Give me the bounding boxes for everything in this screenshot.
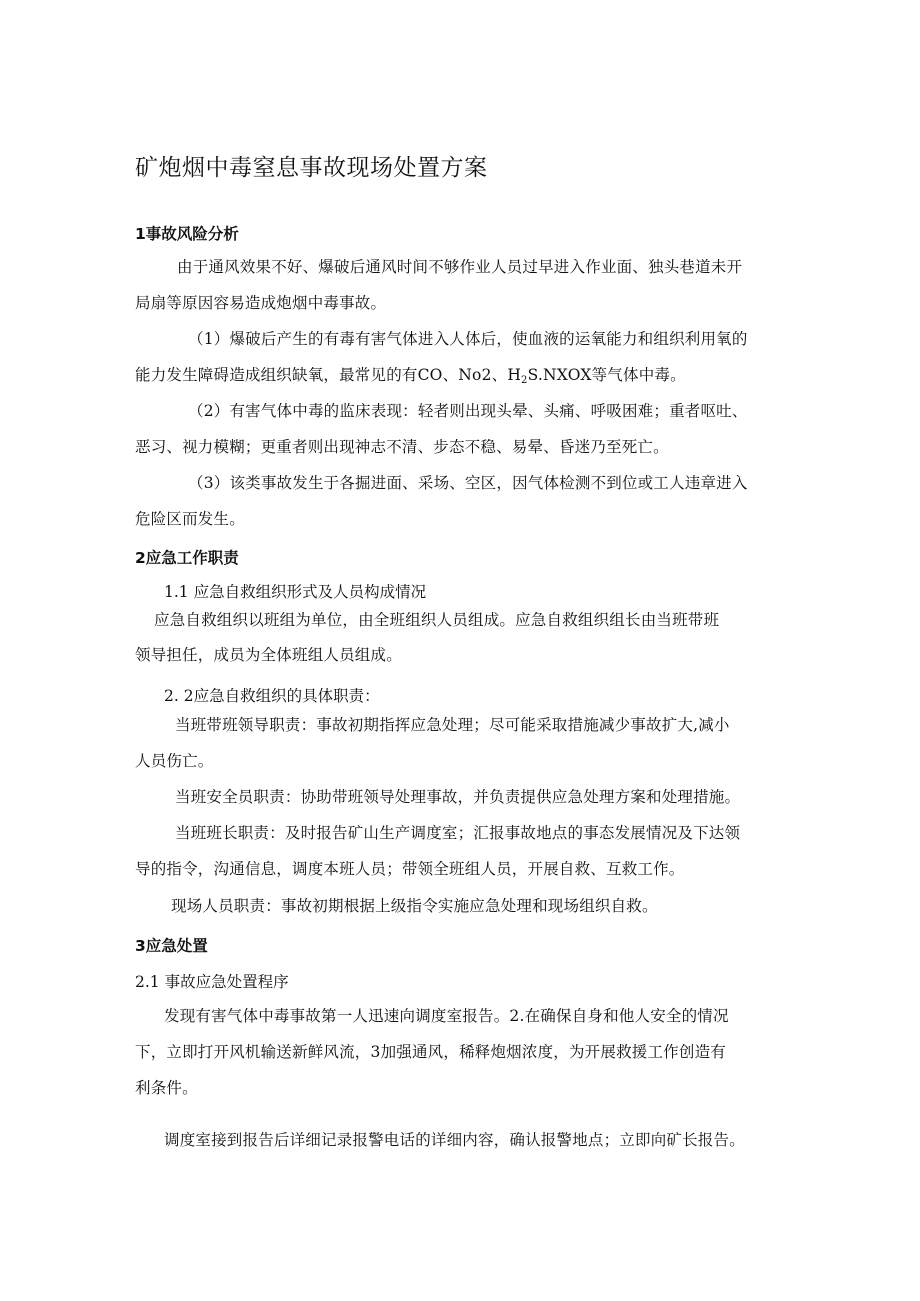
paragraph-line: 人员伤亡。 bbox=[135, 752, 214, 770]
paragraph-line: 恶习、视力模糊；更重者则出现神志不清、步态不稳、易晕、昏迷乃至死亡。 bbox=[135, 438, 669, 456]
paragraph-line: 下，立即打开风机输送新鲜风流，3加强通风，稀释炮烟浓度，为开展救援工作创造有 bbox=[135, 1043, 726, 1061]
paragraph-line: 现场人员职责：事故初期根据上级指令实施应急处理和现场组织自救。 bbox=[171, 897, 658, 915]
paragraph-line: 危险区而发生。 bbox=[135, 510, 245, 528]
paragraph-line: （3）该类事故发生于各掘进面、采场、空区，因气体检测不到位或工人违章进入 bbox=[188, 474, 748, 492]
paragraph-line: 当班带班领导职责：事故初期指挥应急处理；尽可能采取措施减少事故扩大,减小 bbox=[175, 716, 730, 734]
paragraph-line: 局扇等原因容易造成炮烟中毒事故。 bbox=[135, 294, 387, 312]
subsection-heading: 1.1 应急自救组织形式及人员构成情况 bbox=[164, 583, 427, 601]
subsection-heading: 2.1 事故应急处置程序 bbox=[135, 973, 289, 991]
paragraph-line: 领导担任，成员为全体班组人员组成。 bbox=[135, 646, 402, 664]
paragraph-line: （2）有害气体中毒的监床表现：轻者则出现头晕、头痛、呼吸困难；重者呕吐、 bbox=[188, 402, 748, 420]
paragraph-line: （1）爆破后产生的有毒有害气体进入人体后，使血液的运氧能力和组织利用氧的 bbox=[188, 330, 748, 348]
paragraph-line: 导的指令，沟通信息，调度本班人员；带领全班组人员，开展自救、互救工作。 bbox=[135, 860, 685, 878]
paragraph-line: 利条件。 bbox=[135, 1079, 198, 1097]
section-2-heading: 2应急工作职责 bbox=[135, 549, 239, 567]
paragraph-line: 当班班长职责：及时报告矿山生产调度室；汇报事故地点的事态发展情况及下达领 bbox=[175, 824, 741, 842]
paragraph-line: 应急自救组织以班组为单位，由全班组织人员组成。应急自救组织组长由当班带班 bbox=[154, 611, 720, 629]
page-title: 矿炮烟中毒窒息事故现场处置方案 bbox=[135, 155, 488, 181]
paragraph-line: 当班安全员职责：协助带班领导处理事故，并负责提供应急处理方案和处理措施。 bbox=[175, 788, 741, 806]
paragraph-line: 由于通风效果不好、爆破后通风时间不够作业人员过早进入作业面、独头巷道未开 bbox=[177, 258, 743, 276]
section-1-heading: 1事故风险分析 bbox=[135, 225, 239, 243]
section-3-heading: 3应急处置 bbox=[135, 937, 208, 955]
subsection-heading: 2. 2应急自救组织的具体职责： bbox=[164, 687, 380, 705]
paragraph-line: 调度室接到报告后详细记录报警电话的详细内容，确认报警地点；立即向矿长报告。 bbox=[164, 1131, 745, 1149]
paragraph-line: 发现有害气体中毒事故第一人迅速向调度室报告。2.在确保自身和他人安全的情况 bbox=[164, 1007, 729, 1025]
paragraph-line: 能力发生障碍造成组织缺氧，最常见的有CO、No2、$H_2S.NXOX$等气体中毒。 bbox=[135, 366, 686, 386]
